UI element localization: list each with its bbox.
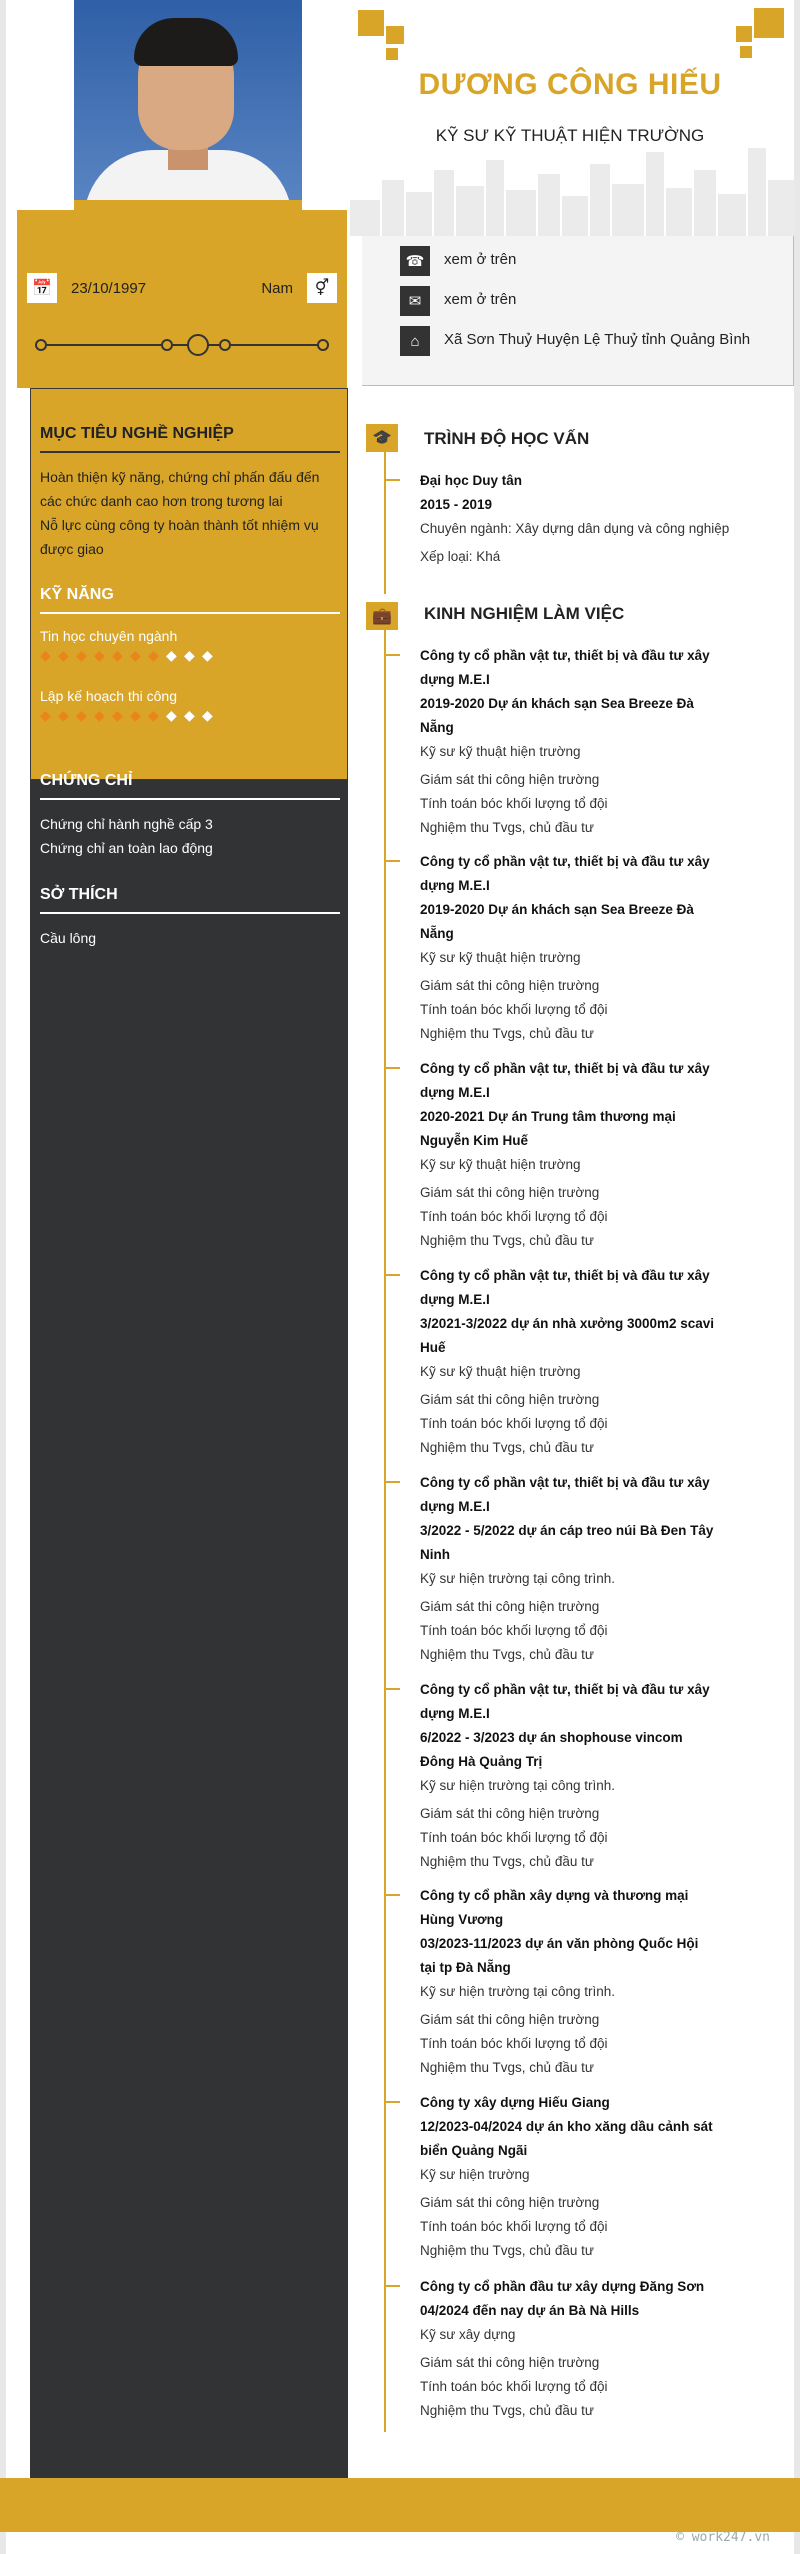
project-name: Đông Hà Quảng Trị <box>420 1754 543 1769</box>
rating-diamond: ◆ <box>76 647 87 663</box>
graduation-cap-icon: 🎓 <box>366 424 398 452</box>
phone-icon: ☎ <box>400 246 430 276</box>
contact-email-row <box>400 286 780 316</box>
decor-square <box>386 48 398 60</box>
job-task: Giám sát thi công hiện trường <box>420 978 600 993</box>
major: Chuyên ngành: Xây dựng dân dụng và công nghiệp <box>420 521 730 536</box>
job-role: Kỹ sư hiện trường tại công trình. <box>420 1571 616 1586</box>
study-period: 2015 - 2019 <box>420 497 493 512</box>
grade: Xếp loại: Khá <box>420 549 501 564</box>
experience-entry <box>420 644 740 840</box>
contact-box <box>362 236 794 386</box>
job-task: Tính toán bóc khối lượng tổ đội <box>420 796 608 811</box>
project-name: 03/2023-11/2023 dự án văn phòng Quốc Hội <box>420 1936 699 1951</box>
education-title: TRÌNH ĐỘ HỌC VẤN <box>424 429 590 448</box>
gender-icon: ⚥ <box>307 273 337 303</box>
rating-diamond: ◆ <box>166 647 177 663</box>
company-name: Hùng Vương <box>420 1912 504 1927</box>
company-name: Công ty cổ phần vật tư, thiết bị và đầu tư xây <box>420 1061 710 1076</box>
objective-section <box>40 425 340 561</box>
timeline-tick <box>386 1894 400 1896</box>
job-task: Giám sát thi công hiện trường <box>420 2195 600 2210</box>
skill-item <box>40 628 340 662</box>
experience-entry <box>420 1057 740 1253</box>
email-text: xem ở trên <box>444 291 517 308</box>
job-task: Giám sát thi công hiện trường <box>420 1392 600 1407</box>
skill-rating <box>40 708 340 722</box>
experience-title: KINH NGHIỆM LÀM VIỆC <box>424 604 625 623</box>
rating-diamond: ◆ <box>40 647 51 663</box>
company-name: Công ty cổ phần vật tư, thiết bị và đầu tư xây <box>420 1682 710 1697</box>
rating-diamond: ◆ <box>166 707 177 723</box>
job-task: Nghiệm thu Tvgs, chủ đầu tư <box>420 1233 594 1248</box>
rating-diamond: ◆ <box>130 647 141 663</box>
page-border-left <box>0 0 6 2554</box>
timeline-tick <box>386 1481 400 1483</box>
job-task: Nghiệm thu Tvgs, chủ đầu tư <box>420 1647 594 1662</box>
job-task: Tính toán bóc khối lượng tổ đội <box>420 1830 608 1845</box>
rating-diamond: ◆ <box>58 707 69 723</box>
decor-square <box>736 26 752 42</box>
experience-entry <box>420 2091 740 2263</box>
personal-info-panel <box>17 210 347 388</box>
rating-diamond: ◆ <box>94 707 105 723</box>
project-name: 04/2024 đến nay dự án Bà Nà Hills <box>420 2303 640 2318</box>
certificates-section <box>40 772 340 860</box>
project-name: 6/2022 - 3/2023 dự án shophouse vincom <box>420 1730 683 1745</box>
timeline-tick <box>386 1688 400 1690</box>
job-task: Tính toán bóc khối lượng tổ đội <box>420 1623 608 1638</box>
job-task: Nghiệm thu Tvgs, chủ đầu tư <box>420 1440 594 1455</box>
experience-entry <box>420 850 740 1046</box>
contact-address-row <box>400 326 780 356</box>
job-role: Kỹ sư hiện trường <box>420 2167 530 2182</box>
company-name: Công ty cổ phần vật tư, thiết bị và đầu tư xây <box>420 648 710 663</box>
rating-diamond: ◆ <box>112 707 123 723</box>
candidate-name: DƯƠNG CÔNG HIẾU <box>418 68 722 101</box>
project-name: biển Quảng Ngãi <box>420 2143 528 2158</box>
job-task: Giám sát thi công hiện trường <box>420 1599 600 1614</box>
company-name: Công ty cổ phần vật tư, thiết bị và đầu tư xây <box>420 1268 710 1283</box>
rating-diamond: ◆ <box>130 707 141 723</box>
job-task: Nghiệm thu Tvgs, chủ đầu tư <box>420 1854 594 1869</box>
project-name: 12/2023-04/2024 dự án kho xăng dầu cảnh sát <box>420 2119 713 2134</box>
job-task: Giám sát thi công hiện trường <box>420 1806 600 1821</box>
company-name: Công ty cổ phần vật tư, thiết bị và đầu tư xây <box>420 1475 710 1490</box>
profile-photo <box>74 0 302 212</box>
decorative-slider <box>41 344 323 346</box>
project-name: 2020-2021 Dự án Trung tâm thương mại <box>420 1109 676 1124</box>
hobby-item: Cầu lông <box>40 930 97 946</box>
job-task: Tính toán bóc khối lượng tổ đội <box>420 1002 608 1017</box>
project-name: 3/2021-3/2022 dự án nhà xưởng 3000m2 scavi <box>420 1316 715 1331</box>
job-task: Nghiệm thu Tvgs, chủ đầu tư <box>420 2060 594 2075</box>
job-task: Giám sát thi công hiện trường <box>420 1185 600 1200</box>
calendar-icon: 📅 <box>27 273 57 303</box>
rating-diamond: ◆ <box>58 647 69 663</box>
education-timeline <box>384 434 386 594</box>
job-task: Tính toán bóc khối lượng tổ đội <box>420 2219 608 2234</box>
job-role: Kỹ sư kỹ thuật hiện trường <box>420 950 581 965</box>
certificate-item: Chứng chỉ an toàn lao động <box>40 840 213 856</box>
company-name: Công ty cổ phần xây dựng và thương mại <box>420 1888 689 1903</box>
address-text: Xã Sơn Thuỷ Huyện Lệ Thuỷ tỉnh Quảng Bình <box>444 331 751 348</box>
decor-square <box>740 46 752 58</box>
education-entry <box>420 469 740 569</box>
timeline-tick <box>386 2101 400 2103</box>
skills-title: KỸ NĂNG <box>40 586 114 603</box>
mail-icon: ✉ <box>400 286 430 316</box>
objective-line: các chức danh cao hơn trong tương lai <box>40 493 283 509</box>
job-title: KỸ SƯ KỸ THUẬT HIỆN TRƯỜNG <box>435 126 705 145</box>
company-name: Công ty cổ phần vật tư, thiết bị và đầu tư xây <box>420 854 710 869</box>
job-task: Tính toán bóc khối lượng tổ đội <box>420 2379 608 2394</box>
company-name: dựng M.E.I <box>420 1706 490 1721</box>
skill-name: Tin học chuyên ngành <box>40 628 178 644</box>
experience-entry <box>420 2275 740 2423</box>
decor-square <box>386 26 404 44</box>
project-name: 2019-2020 Dự án khách sạn Sea Breeze Đà <box>420 902 694 917</box>
project-name: 3/2022 - 5/2022 dự án cáp treo núi Bà Đen Tây <box>420 1523 714 1538</box>
company-name: Công ty cổ phần đầu tư xây dựng Đăng Sơn <box>420 2279 705 2294</box>
objective-line: Hoàn thiện kỹ năng, chứng chỉ phấn đấu đến <box>40 469 320 485</box>
skill-item <box>40 688 340 722</box>
project-name: 2019-2020 Dự án khách sạn Sea Breeze Đà <box>420 696 694 711</box>
skills-section <box>40 586 340 626</box>
job-task: Giám sát thi công hiện trường <box>420 2012 600 2027</box>
experience-entry <box>420 1471 740 1667</box>
job-role: Kỹ sư hiện trường tại công trình. <box>420 1984 616 1999</box>
objective-line: được giao <box>40 541 104 557</box>
page-border-right <box>794 0 800 2554</box>
job-role: Kỹ sư kỹ thuật hiện trường <box>420 744 581 759</box>
project-name: Nẵng <box>420 926 454 941</box>
rating-diamond: ◆ <box>40 707 51 723</box>
timeline-tick <box>386 2285 400 2287</box>
job-task: Nghiệm thu Tvgs, chủ đầu tư <box>420 2403 594 2418</box>
timeline-tick <box>386 479 400 481</box>
project-name: Huế <box>420 1340 446 1355</box>
job-role: Kỹ sư hiện trường tại công trình. <box>420 1778 616 1793</box>
job-task: Tính toán bóc khối lượng tổ đội <box>420 1416 608 1431</box>
home-icon: ⌂ <box>400 326 430 356</box>
objective-title: MỤC TIÊU NGHỀ NGHIỆP <box>40 425 234 442</box>
project-name: Nguyễn Kim Huế <box>420 1133 529 1148</box>
hobbies-section <box>40 886 340 950</box>
timeline-tick <box>386 860 400 862</box>
experience-entry <box>420 1264 740 1460</box>
project-name: Nẵng <box>420 720 454 735</box>
company-name: dựng M.E.I <box>420 1292 490 1307</box>
rating-diamond: ◆ <box>148 707 159 723</box>
job-task: Nghiệm thu Tvgs, chủ đầu tư <box>420 2243 594 2258</box>
rating-diamond: ◆ <box>94 647 105 663</box>
job-role: Kỹ sư kỹ thuật hiện trường <box>420 1157 581 1172</box>
briefcase-icon: 💼 <box>366 602 398 630</box>
job-role: Kỹ sư kỹ thuật hiện trường <box>420 1364 581 1379</box>
certificates-title: CHỨNG CHỈ <box>40 772 133 789</box>
rating-diamond: ◆ <box>184 647 195 663</box>
job-task: Giám sát thi công hiện trường <box>420 772 600 787</box>
skill-name: Lập kế hoạch thi công <box>40 688 177 704</box>
timeline-tick <box>386 1274 400 1276</box>
experience-entry <box>420 1678 740 1874</box>
company-name: dựng M.E.I <box>420 1085 490 1100</box>
phone-text: xem ở trên <box>444 251 517 268</box>
rating-diamond: ◆ <box>202 707 213 723</box>
experience-timeline <box>384 612 386 2432</box>
decor-square <box>358 10 384 36</box>
timeline-tick <box>386 654 400 656</box>
certificate-item: Chứng chỉ hành nghề cấp 3 <box>40 816 213 832</box>
decor-square <box>754 8 784 38</box>
company-name: dựng M.E.I <box>420 1499 490 1514</box>
company-name: dựng M.E.I <box>420 878 490 893</box>
job-task: Giám sát thi công hiện trường <box>420 2355 600 2370</box>
rating-diamond: ◆ <box>202 647 213 663</box>
timeline-tick <box>386 1067 400 1069</box>
job-task: Nghiệm thu Tvgs, chủ đầu tư <box>420 1026 594 1041</box>
skill-rating <box>40 648 340 662</box>
rating-diamond: ◆ <box>184 707 195 723</box>
rating-diamond: ◆ <box>76 707 87 723</box>
footer-bar <box>0 2478 800 2532</box>
date-of-birth: 23/10/1997 <box>71 279 147 297</box>
job-task: Tính toán bóc khối lượng tổ đội <box>420 2036 608 2051</box>
company-name: dựng M.E.I <box>420 672 490 687</box>
gender: Nam <box>261 279 293 297</box>
project-name: tại tp Đà Nẵng <box>420 1960 511 1975</box>
job-task: Tính toán bóc khối lượng tổ đội <box>420 1209 608 1224</box>
rating-diamond: ◆ <box>112 647 123 663</box>
project-name: Ninh <box>420 1547 450 1562</box>
job-task: Nghiệm thu Tvgs, chủ đầu tư <box>420 820 594 835</box>
job-role: Kỹ sư xây dựng <box>420 2327 516 2342</box>
experience-entry <box>420 1884 740 2080</box>
hobbies-title: SỞ THÍCH <box>40 886 118 903</box>
company-name: Công ty xây dựng Hiếu Giang <box>420 2095 610 2110</box>
contact-phone-row <box>400 246 780 276</box>
school-name: Đại học Duy tân <box>420 473 523 488</box>
rating-diamond: ◆ <box>148 647 159 663</box>
watermark: © work247.vn <box>676 2530 770 2545</box>
objective-line: Nỗ lực cùng công ty hoàn thành tốt nhiệm vụ <box>40 517 319 533</box>
city-skyline-image <box>350 140 794 236</box>
